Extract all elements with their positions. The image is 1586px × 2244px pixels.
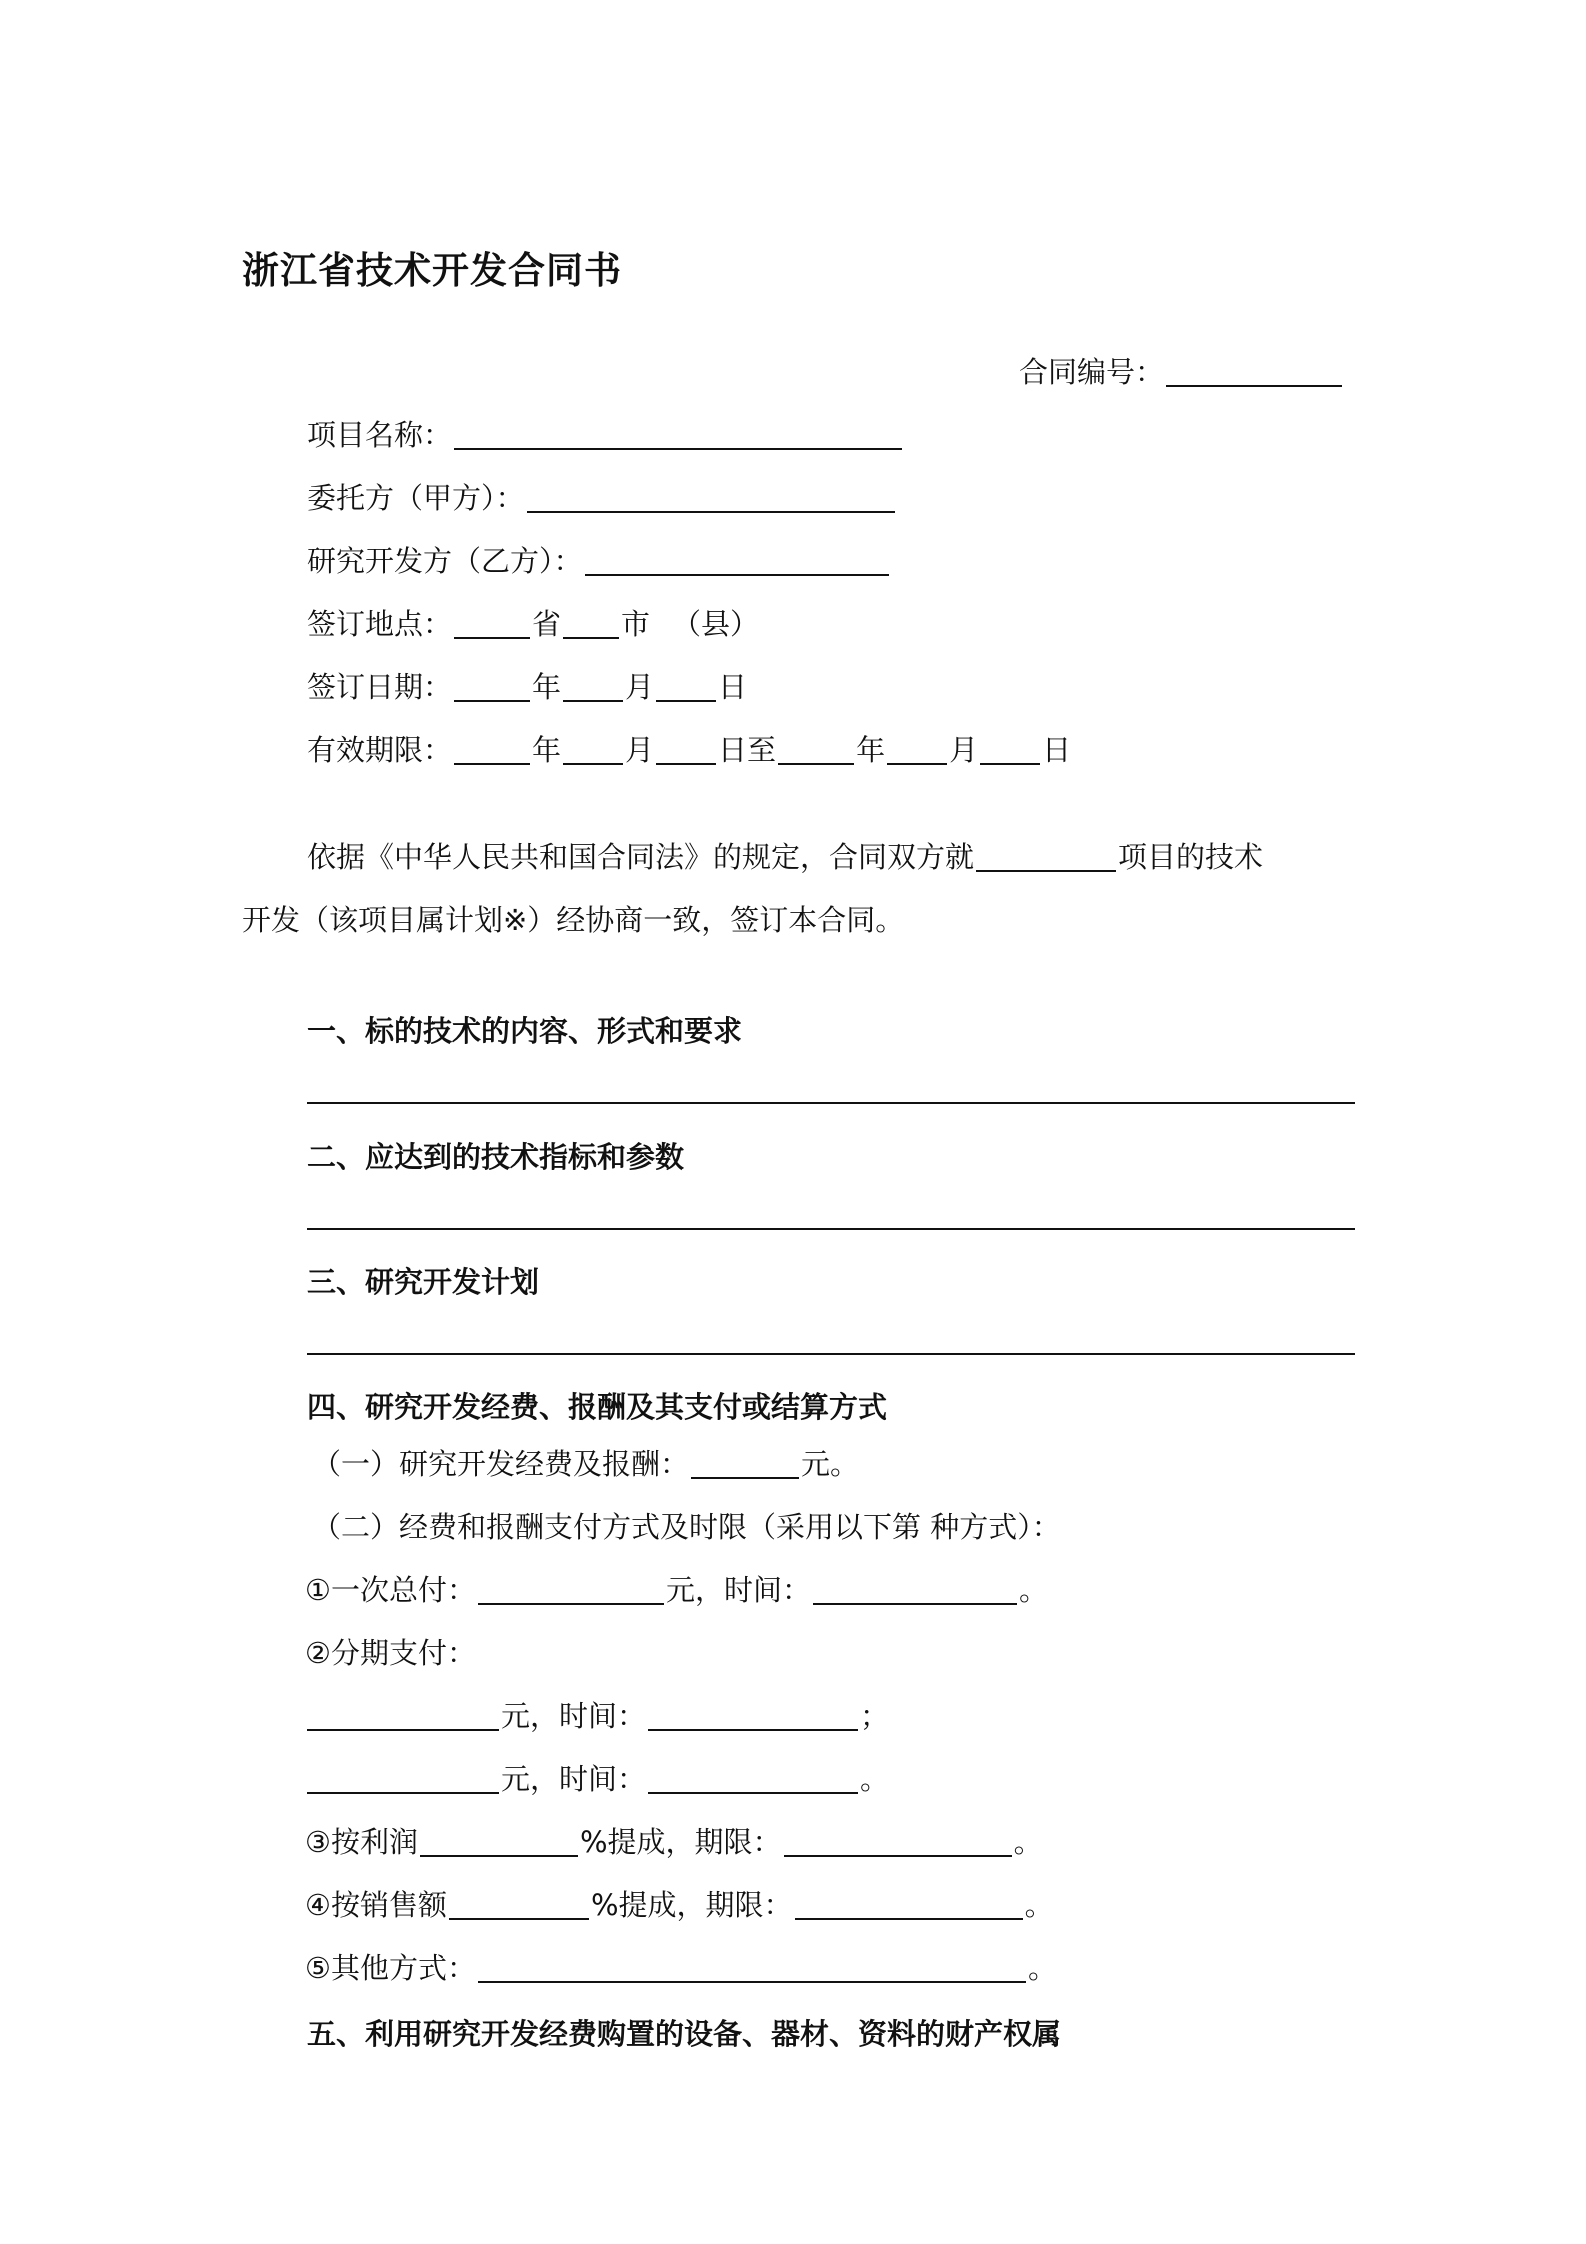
valid-from-month-unit: 月 (625, 733, 655, 767)
option-4-row (305, 1888, 1054, 1922)
valid-from-month-blank[interactable] (563, 737, 623, 765)
section-3-heading: 三、研究开发计划 (307, 1265, 540, 1299)
option-1-row (305, 1573, 1049, 1607)
sign-month-blank[interactable] (563, 674, 623, 702)
section-1-answer-line[interactable] (307, 1102, 1355, 1104)
option-5-blank[interactable] (478, 1955, 1026, 1983)
fee-unit: 元。 (801, 1447, 860, 1481)
installment-2-time-label: 元，时间： (501, 1762, 647, 1796)
installment-1-row (307, 1699, 890, 1733)
valid-from-year-unit: 年 (532, 733, 562, 767)
valid-to-year-unit: 年 (856, 733, 886, 767)
option-3-row (305, 1825, 1043, 1859)
client-blank[interactable] (527, 485, 895, 513)
option-3-term-blank[interactable] (784, 1829, 1012, 1857)
option-3-percent-blank[interactable] (420, 1829, 578, 1857)
option-2-label: ②分期支付： (305, 1636, 476, 1670)
section-2-heading: 二、应达到的技术指标和参数 (307, 1140, 685, 1174)
option-1-label: ①一次总付： (305, 1573, 476, 1607)
option-1-amount-blank[interactable] (478, 1577, 664, 1605)
option-3-label: ③按利润 (305, 1825, 418, 1859)
contract-number-label: 合同编号： (1019, 355, 1165, 389)
installment-2-time-blank[interactable] (648, 1766, 858, 1794)
installment-1-time-blank[interactable] (648, 1703, 858, 1731)
valid-to-month-blank[interactable] (887, 737, 947, 765)
fee-label: （一）研究开发经费及报酬： (312, 1447, 690, 1481)
intro-line-1 (307, 840, 1264, 874)
intro-line-2 (242, 903, 905, 937)
sign-day-unit: 日 (718, 670, 748, 704)
option-1-end: 。 (1019, 1573, 1049, 1607)
payment-method-row (312, 1510, 1061, 1544)
fee-blank[interactable] (691, 1451, 799, 1479)
option-5-row (305, 1951, 1058, 1985)
valid-to-month-unit: 月 (949, 733, 979, 767)
intro-text-1: 依据《中华人民共和国合同法》的规定，合同双方就 (307, 840, 975, 874)
option-3-term-label: %提成，期限： (580, 1825, 782, 1859)
developer-label: 研究开发方（乙方）： (307, 544, 583, 578)
sign-month-unit: 月 (625, 670, 655, 704)
valid-to-year-blank[interactable] (778, 737, 854, 765)
section-4-heading: 四、研究开发经费、报酬及其支付或结算方式 (307, 1390, 888, 1424)
valid-to-day-unit: 日 (1042, 733, 1072, 767)
valid-to-day-blank[interactable] (980, 737, 1040, 765)
section-3-answer-line[interactable] (307, 1353, 1355, 1355)
intro-text-3: 开发（该项目属计划※）经协商一致，签订本合同。 (242, 903, 905, 937)
installment-2-row (307, 1762, 890, 1796)
installment-2-amount-blank[interactable] (307, 1766, 499, 1794)
signing-date-row (307, 670, 748, 704)
county-unit: （县） (672, 607, 760, 641)
client-label: 委托方（甲方）： (307, 481, 525, 515)
option-4-end: 。 (1024, 1888, 1054, 1922)
client-row (307, 481, 897, 515)
option-4-term-label: %提成，期限： (591, 1888, 793, 1922)
document-title: 浙江省技术开发合同书 (242, 249, 622, 292)
intro-text-2: 项目的技术 (1118, 840, 1264, 874)
option-2-row (305, 1636, 476, 1670)
city-unit: 市 (621, 607, 651, 641)
sign-year-blank[interactable] (454, 674, 530, 702)
option-1-time-label: 元，时间： (666, 1573, 812, 1607)
section-5-heading: 五、利用研究开发经费购置的设备、器材、资料的财产权属 (307, 2017, 1062, 2051)
valid-from-day-blank[interactable] (656, 737, 716, 765)
project-name-row (307, 418, 904, 452)
payment-method-label: （二）经费和报酬支付方式及时限（采用以下第 种方式）： (312, 1510, 1061, 1544)
province-unit: 省 (532, 607, 562, 641)
developer-blank[interactable] (585, 548, 889, 576)
installment-1-end: ； (860, 1699, 890, 1733)
section-2-answer-line[interactable] (307, 1228, 1355, 1230)
city-blank[interactable] (563, 611, 619, 639)
section-1-heading: 一、标的技术的内容、形式和要求 (307, 1014, 743, 1048)
developer-row (307, 544, 891, 578)
option-4-term-blank[interactable] (795, 1892, 1023, 1920)
option-4-label: ④按销售额 (305, 1888, 447, 1922)
sign-year-unit: 年 (532, 670, 562, 704)
project-name-blank[interactable] (454, 422, 902, 450)
option-5-label: ⑤其他方式： (305, 1951, 476, 1985)
valid-from-year-blank[interactable] (454, 737, 530, 765)
project-name-label: 项目名称： (307, 418, 453, 452)
option-3-end: 。 (1013, 1825, 1043, 1859)
fee-row (312, 1447, 860, 1481)
option-5-end: 。 (1028, 1951, 1058, 1985)
installment-2-end: 。 (860, 1762, 890, 1796)
installment-1-amount-blank[interactable] (307, 1703, 499, 1731)
contract-number-row (1019, 355, 1344, 389)
signing-date-label: 签订日期： (307, 670, 453, 704)
option-1-time-blank[interactable] (813, 1577, 1017, 1605)
contract-number-blank[interactable] (1166, 359, 1342, 387)
sign-day-blank[interactable] (656, 674, 716, 702)
intro-project-blank[interactable] (976, 844, 1116, 872)
province-blank[interactable] (454, 611, 530, 639)
option-4-percent-blank[interactable] (449, 1892, 589, 1920)
validity-row (307, 733, 1072, 767)
validity-label: 有效期限： (307, 733, 453, 767)
signing-place-row (307, 607, 760, 641)
installment-1-time-label: 元，时间： (501, 1699, 647, 1733)
signing-place-label: 签订地点： (307, 607, 453, 641)
valid-from-day-unit: 日至 (718, 733, 777, 767)
